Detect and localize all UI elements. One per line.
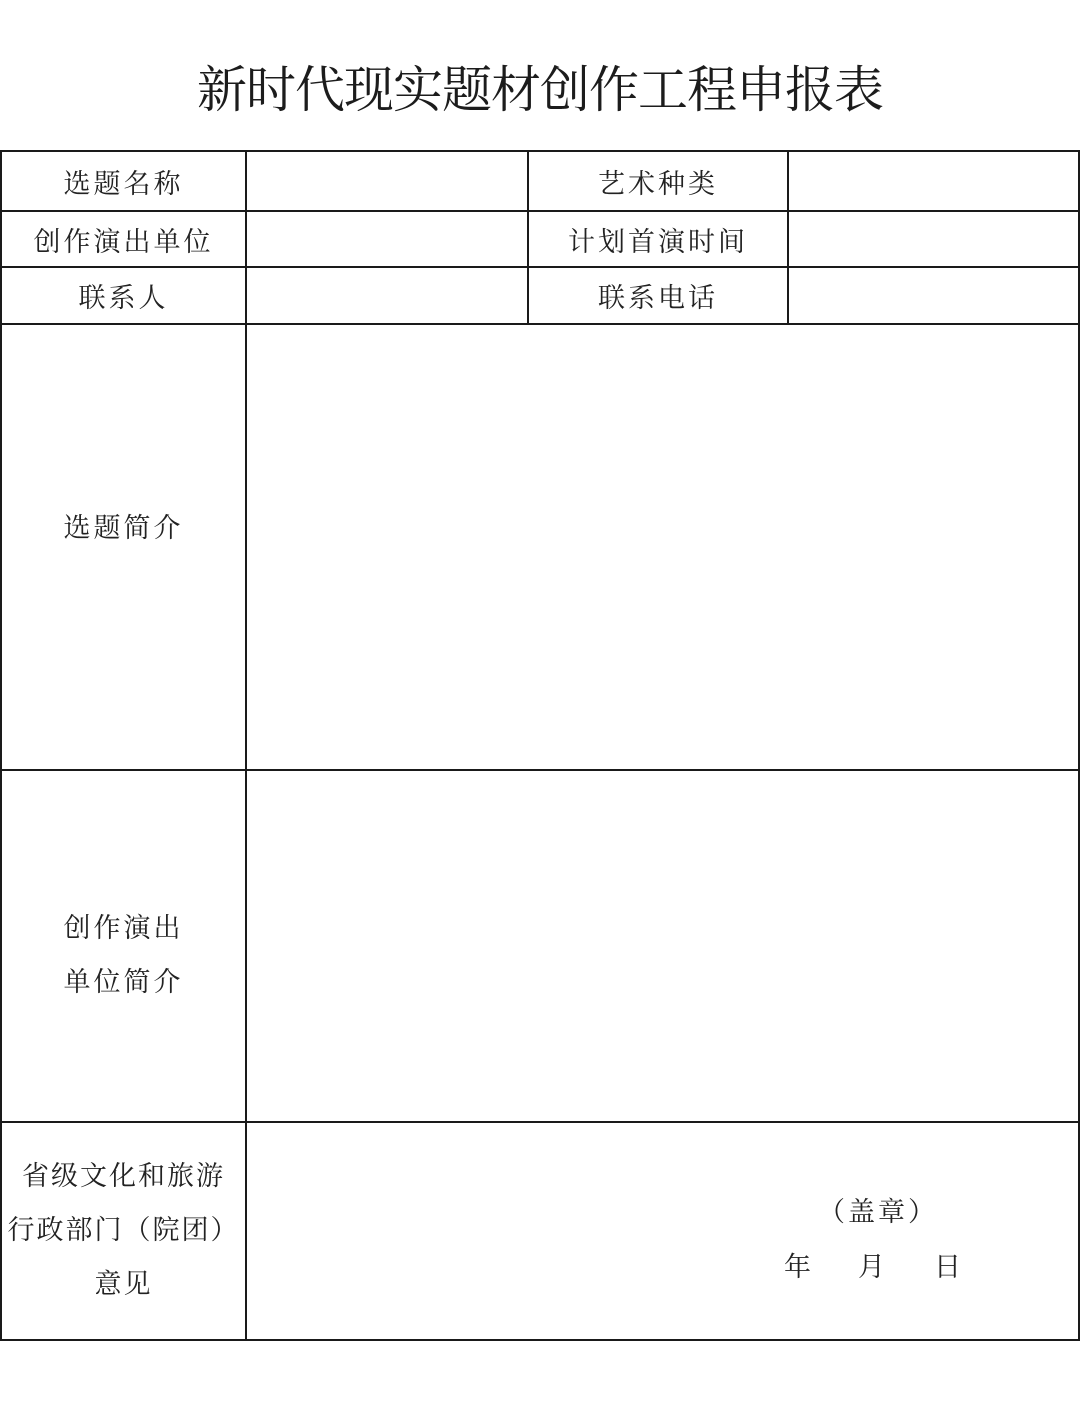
producer-intro-label-line1: 创作演出 <box>63 913 184 944</box>
producer-label: 创作演出单位 <box>33 226 214 258</box>
contact-label: 联系人 <box>78 283 169 314</box>
opinion-label-line3: 意见 <box>94 1269 153 1300</box>
topic-name-label: 选题名称 <box>63 168 184 200</box>
art-type-label: 艺术种类 <box>598 168 718 200</box>
premiere-time-field[interactable] <box>789 212 1078 266</box>
producer-field[interactable] <box>247 212 527 266</box>
producer-intro-label <box>2 771 245 1121</box>
topic-intro-field[interactable] <box>247 325 1078 769</box>
opinion-label-line1: 省级文化和旅游 <box>22 1161 225 1192</box>
phone-field[interactable] <box>789 268 1078 323</box>
art-type-field[interactable] <box>789 152 1078 210</box>
topic-name-field[interactable] <box>247 152 527 210</box>
day-label: 日 <box>934 1252 964 1283</box>
opinion-label <box>2 1123 245 1339</box>
year-label: 年 <box>784 1252 814 1283</box>
premiere-time-label: 计划首演时间 <box>568 226 748 258</box>
topic-intro-label: 选题简介 <box>63 512 184 544</box>
opinion-field[interactable] <box>247 1123 1078 1339</box>
phone-label: 联系电话 <box>598 283 718 314</box>
month-label: 月 <box>858 1252 888 1283</box>
form-title: 新时代现实题材创作工程申报表 <box>197 61 883 119</box>
stamp-text: （盖章） <box>818 1197 938 1228</box>
producer-intro-label-line2: 单位简介 <box>63 967 184 998</box>
table-border-bottom <box>0 1339 1080 1341</box>
producer-intro-field[interactable] <box>247 771 1078 1121</box>
opinion-label-line2: 行政部门（院团） <box>7 1215 240 1246</box>
contact-field[interactable] <box>247 268 527 323</box>
